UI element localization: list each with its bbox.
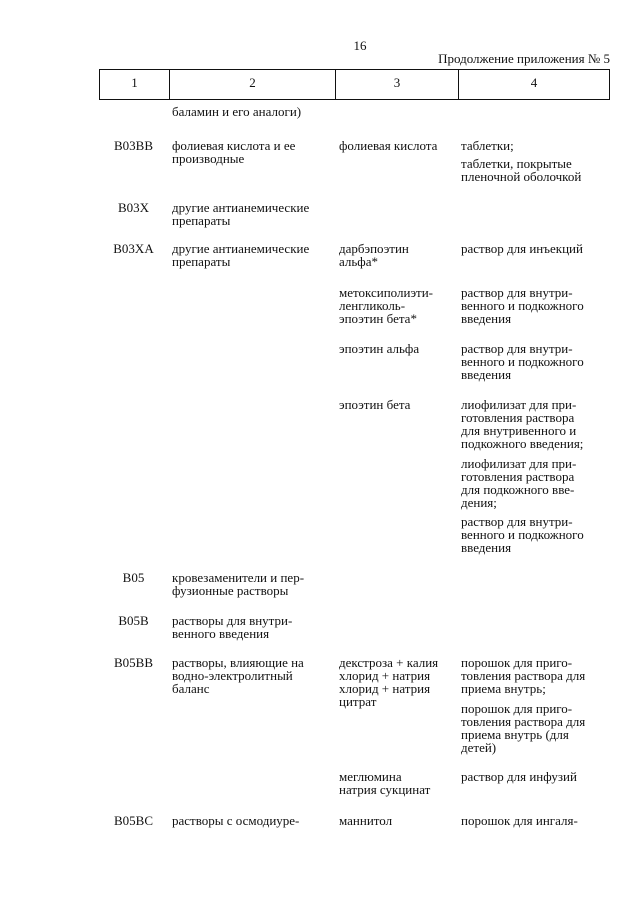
table-cell-code: B05BC: [113, 813, 153, 828]
column-header-4: 4: [458, 70, 609, 99]
table-cell-form: раствор для внутри- венного и подкожного введения: [461, 341, 584, 382]
table-cell-drug: маннитол: [339, 813, 393, 828]
table-cell-form: порошок для приго- товления раствора для приема внутрь;: [461, 655, 586, 696]
table-cell-name: другие антианемические препараты: [172, 241, 310, 269]
table-cell-form: раствор для внутри- венного и подкожного введения: [461, 514, 584, 555]
table-cell-drug: метоксиполиэти- ленгликоль- эпоэтин бета*: [339, 285, 434, 326]
page-number: 16: [353, 38, 367, 53]
continuation-note: Продолжение приложения № 5: [438, 51, 610, 66]
table-cell-form: таблетки;: [461, 138, 514, 153]
table-cell-form: лиофилизат для при- готовления раствора для внутривенного и подкожного введения;: [461, 397, 584, 451]
table-cell-drug: эпоэтин бета: [339, 397, 411, 412]
table-header-row: [99, 69, 610, 100]
table-cell-name: растворы для внутри- венного введения: [172, 613, 293, 641]
table-cell-form: раствор для инъекций: [461, 241, 583, 256]
table-cell-form: порошок для ингаля-: [461, 813, 578, 828]
table-cell-code: B05BB: [113, 655, 153, 670]
table-cell-drug: меглюмина натрия сукцинат: [339, 769, 431, 797]
table-cell-name: баламин и его аналоги): [172, 104, 302, 119]
table-cell-code: B03BB: [113, 138, 153, 153]
table-cell-form: раствор для внутри- венного и подкожного введения: [461, 285, 584, 326]
table-cell-drug: фолиевая кислота: [339, 138, 438, 153]
column-header-3: 3: [335, 70, 458, 99]
table-cell-form: раствор для инфузий: [461, 769, 577, 784]
table-cell-drug: эпоэтин альфа: [339, 341, 420, 356]
table-cell-name: растворы с осмодиуре-: [172, 813, 300, 828]
table-cell-name: кровезаменители и пер- фузионные растворы: [172, 570, 305, 598]
table-cell-code: B03XA: [113, 241, 154, 256]
table-cell-name: фолиевая кислота и ее производные: [172, 138, 296, 166]
table-cell-code: B05: [122, 570, 145, 585]
column-header-1: 1: [131, 75, 138, 90]
table-cell-code: B05B: [118, 613, 149, 628]
table-cell-form: порошок для приго- товления раствора для приема внутрь (для детей): [461, 701, 586, 755]
table-cell-name: другие антианемические препараты: [172, 200, 310, 228]
table-cell-code: B03X: [117, 200, 150, 215]
column-header-2: 2: [169, 70, 335, 99]
table-cell-drug: дарбэпоэтин альфа*: [339, 241, 409, 269]
table-cell-form: лиофилизат для при- готовления раствора для подкожного вве- дения;: [461, 456, 577, 510]
table-cell-form: таблетки, покрытые пленочной оболочкой: [461, 156, 582, 184]
table-cell-drug: декстроза + калия хлорид + натрия хлорид + натрия цитрат: [339, 655, 439, 709]
table-cell-name: растворы, влияющие на водно-электролитный баланс: [172, 655, 304, 696]
